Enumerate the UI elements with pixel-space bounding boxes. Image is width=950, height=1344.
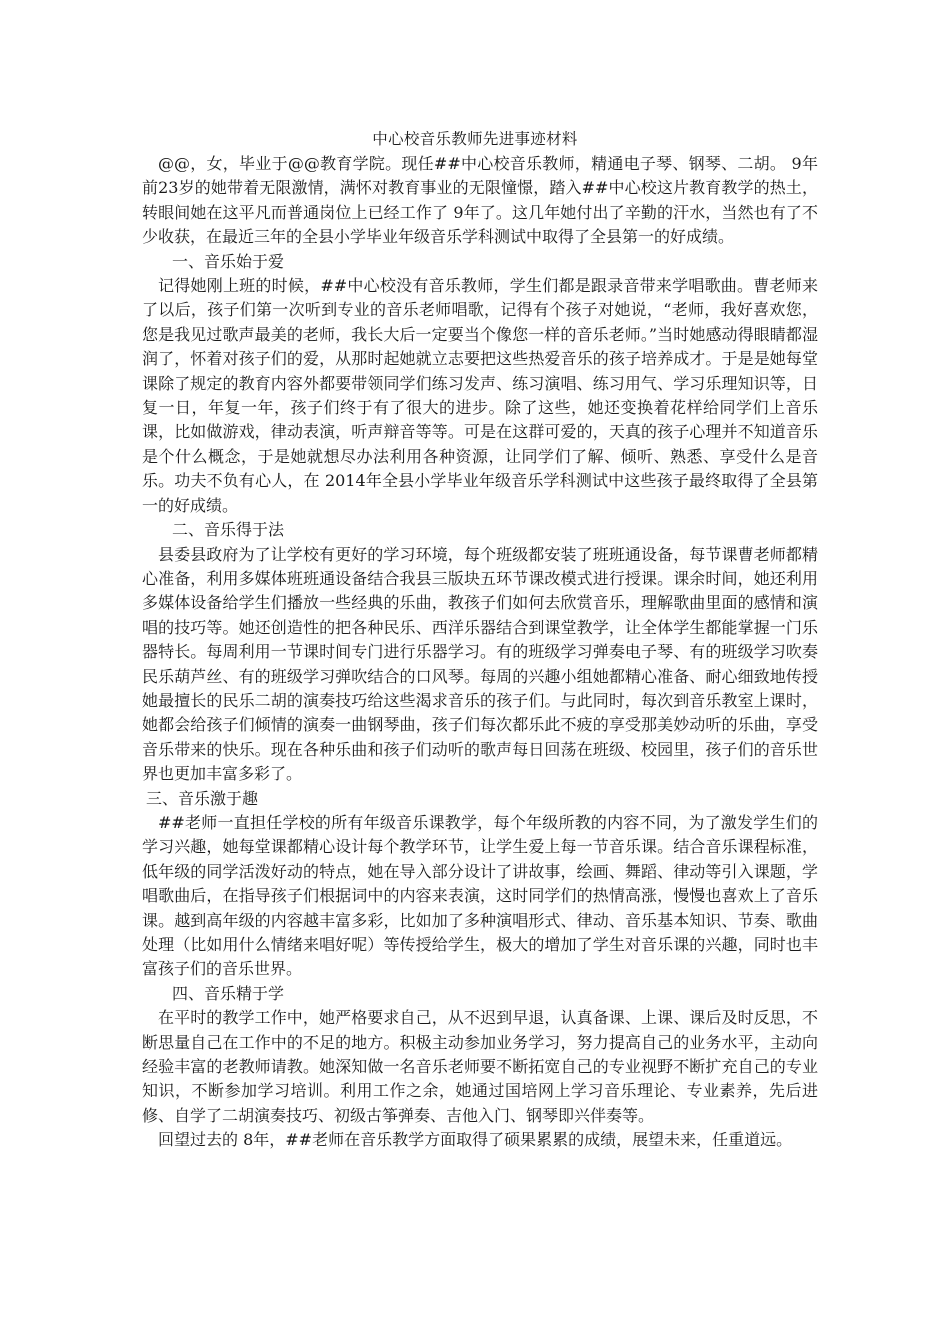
section-heading-interest: 三、音乐激于趣 bbox=[146, 788, 259, 808]
section-paragraph-study: 在平时的教学工作中，她严格要求自己，从不迟到早退，认真备课、上课、课后及时反思，不断思量自己在工作中的不足的地方。积极主动参加业务学习，努力提高自己的业务水平，主动向经验丰富的老教师请教。她深知做一名音乐老师要不断拓宽自己的专业视野不断扩充自己的专业知识，不断参加学习培训。利用工作之余，她通过国培网上学习音乐理论、专业素养，先后进修、自学了二胡演奏技巧、初级古筝弹奏、吉他入门、钢琴即兴伴奏等。 bbox=[142, 1008, 818, 1125]
section-heading-method: 二、音乐得于法 bbox=[172, 520, 285, 540]
intro-paragraph: @@，女，毕业于@@教育学院。现任##中心校音乐教师，精通电子琴、钢琴、二胡。 9年前23岁的她带着无限激情，满怀对教育事业的无限憧憬，踏入##中心校这片教育教学的热土，转眼间她在这平凡而普通岗位上已经工作了 9年了。这几年她付出了辛勤的汗水，当然也有了不少收获，在最近三年的全县小学毕业年级音乐学科测试中取得了全县第一的好成绩。 bbox=[142, 154, 818, 247]
section-heading-study: 四、音乐精于学 bbox=[172, 983, 285, 1003]
section-paragraph-love: 记得她刚上班的时候，##中心校没有音乐教师，学生们都是跟录音带来学唱歌曲。曹老师来了以后，孩子们第一次听到专业的音乐老师唱歌，记得有个孩子对她说，“老师，我好喜欢您，您是我见过歌声最美的老师，我长大后一定要当个像您一样的音乐老师。”当时她感动得眼睛都湿润了，怀着对孩子们的爱，从那时起她就立志要把这些热爱音乐的孩子培养成才。于是是她每堂课除了规定的教育内容外都要带领同学们练习发声、练习演唱、练习用气、学习乐理知识等，日复一日，年复一年，孩子们终于有了很大的进步。除了这些，她还变换着花样给同学们上音乐课，比如做游戏，律动表演，听声辩音等等。可是在这群可爱的，天真的孩子心理并不知道音乐是个什么概念，于是她就想尽办法利用各种资源，让同学们了解、倾听、熟悉、享受什么是音乐。功夫不负有心人，在 2014年全县小学毕业年级音乐学科测试中这些孩子最终取得了全县第一的好成绩。 bbox=[142, 276, 818, 515]
document-body bbox=[142, 152, 818, 1153]
document-title: 中心校音乐教师先进事迹材料 bbox=[372, 130, 578, 148]
closing-paragraph: 回望过去的 8年，##老师在音乐教学方面取得了硕果累累的成绩，展望未来，任重道远。 bbox=[158, 1130, 793, 1150]
section-paragraph-interest: ##老师一直担任学校的所有年级音乐课教学，每个年级所教的内容不同，为了激发学生们的学习兴趣，她每堂课都精心设计每个教学环节，让学生爱上每一节音乐课。结合音乐课程标准，低年级的同学活泼好动的特点，她在导入部分设计了讲故事，绘画、舞蹈、律动等引入课题，学唱歌曲后，在指导孩子们根据词中的内容来表演，这时同学们的热情高涨，慢慢也喜欢上了音乐课。越到高年级的内容越丰富多彩，比如加了多种演唱形式、律动、音乐基本知识、节奏、歌曲处理（比如用什么情绪来唱好呢）等传授给学生，极大的增加了学生对音乐课的兴趣，同时也丰富孩子们的音乐世界。 bbox=[142, 812, 818, 979]
section-heading-love: 一、音乐始于爱 bbox=[172, 251, 285, 271]
section-paragraph-method: 县委县政府为了让学校有更好的学习环境，每个班级都安装了班班通设备，每节课曹老师都精心准备，利用多媒体班班通设备结合我县三版块五环节课改模式进行授课。课余时间，她还利用多媒体设备给学生们播放一些经典的乐曲，教孩子们如何去欣赏音乐，理解歌曲里面的感情和演唱的技巧等。她还创造性的把各种民乐、西洋乐器结合到课堂教学，让全体学生都能掌握一门乐器特长。每周利用一节课时间专门进行乐器学习。有的班级学习弹奏电子琴、有的班级学习吹奏民乐葫芦丝、有的班级学习弹吹结合的口风琴。每周的兴趣小组她都精心准备、耐心细致地传授她最擅长的民乐二胡的演奏技巧给这些渴求音乐的孩子们。与此同时，每次到音乐教室上课时，她都会给孩子们倾情的演奏一曲钢琴曲，孩子们每次都乐此不疲的享受那美妙动听的乐曲，享受音乐带来的快乐。现在各种乐曲和孩子们动听的歌声每日回荡在班级、校园里，孩子们的音乐世界也更加丰富多彩了。 bbox=[142, 544, 818, 784]
